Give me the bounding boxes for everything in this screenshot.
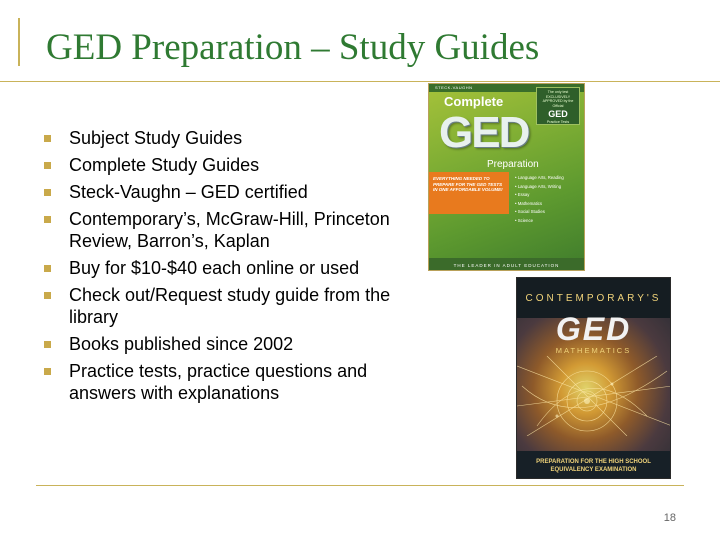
bullet-text: Check out/Request study guide from the library <box>69 285 391 327</box>
cover-geometric-art <box>517 356 671 436</box>
cover-orange-text: EVERYTHING NEEDED TO PREPARE FOR THE GED TESTS IN ONE AFFORDABLE VOLUME! <box>433 176 503 193</box>
cover-publisher: CONTEMPORARY'S <box>525 293 662 304</box>
bullet-item <box>44 284 429 328</box>
bullet-square-icon <box>44 216 51 223</box>
cover-subject: • Language Arts, Writing <box>515 183 562 189</box>
bullet-item <box>44 360 429 404</box>
bullet-item <box>44 127 429 149</box>
badge-line: by the <box>563 99 574 104</box>
badge-line: Practice Tests <box>546 120 570 125</box>
bullet-list <box>44 127 429 409</box>
cover-subject: • Science <box>515 217 533 223</box>
bullet-square-icon <box>44 341 51 348</box>
badge-line: APPROVED <box>542 99 563 104</box>
cover-badge <box>536 87 580 125</box>
contemporary-ged-book-cover <box>516 277 671 479</box>
cover-complete-label: Complete <box>444 94 504 109</box>
cover-subject-list <box>515 174 564 226</box>
bullet-text: Books published since 2002 <box>69 334 294 354</box>
bullet-text: Practice tests, practice questions and answers with explanations <box>69 361 368 403</box>
cover-ged-title: GED <box>439 108 529 157</box>
bullet-item <box>44 257 429 279</box>
bullet-square-icon <box>44 135 51 142</box>
cover-subject: • Language Arts, Reading <box>515 175 564 180</box>
bullet-text: Complete Study Guides <box>69 155 260 175</box>
bullet-item <box>44 208 429 252</box>
bullet-square-icon <box>44 189 51 196</box>
bullet-item <box>44 154 429 176</box>
cover-subject: • Social Studies <box>515 209 545 215</box>
bullet-text: Contemporary’s, McGraw-Hill, Princeton Review, Barron’s, Kaplan <box>69 209 390 251</box>
badge-ged: GED <box>548 109 568 120</box>
cover-subject-label: MATHEMATICS <box>555 346 632 355</box>
bullet-text: Buy for $10-$40 each online or used <box>69 258 360 278</box>
cover-preparation-label: Preparation <box>487 159 539 170</box>
cover-ged-title: GED <box>555 311 632 347</box>
complete-ged-book-cover <box>428 83 585 271</box>
cover-footer-text: THE LEADER IN ADULT EDUCATION <box>453 263 560 268</box>
cover-publisher: STECK-VAUGHN <box>435 85 473 90</box>
bullet-square-icon <box>44 162 51 169</box>
bullet-square-icon <box>44 265 51 272</box>
badge-line: Official <box>552 103 564 108</box>
page-number: 18 <box>663 512 676 524</box>
bullet-square-icon <box>44 292 51 299</box>
bullet-item <box>44 181 429 203</box>
bullet-text: Steck-Vaughn – GED certified <box>69 182 308 202</box>
title-divider <box>0 81 720 82</box>
bullet-text: Subject Study Guides <box>69 128 243 148</box>
badge-line: The only test <box>547 90 569 94</box>
slide-title: GED Preparation – Study Guides <box>46 27 540 68</box>
title-accent-bar <box>18 18 20 66</box>
bullet-square-icon <box>44 368 51 375</box>
badge-line: EXCLUSIVELY <box>545 94 571 99</box>
cover-footer-text: PREPARATION FOR THE HIGH SCHOOL EQUIVALENCY EXAMINATION <box>536 459 651 473</box>
bullet-item <box>44 333 429 355</box>
footer-divider <box>36 485 684 486</box>
cover-subject: • Essay <box>515 192 530 198</box>
cover-subject: • Mathematics <box>515 200 543 206</box>
